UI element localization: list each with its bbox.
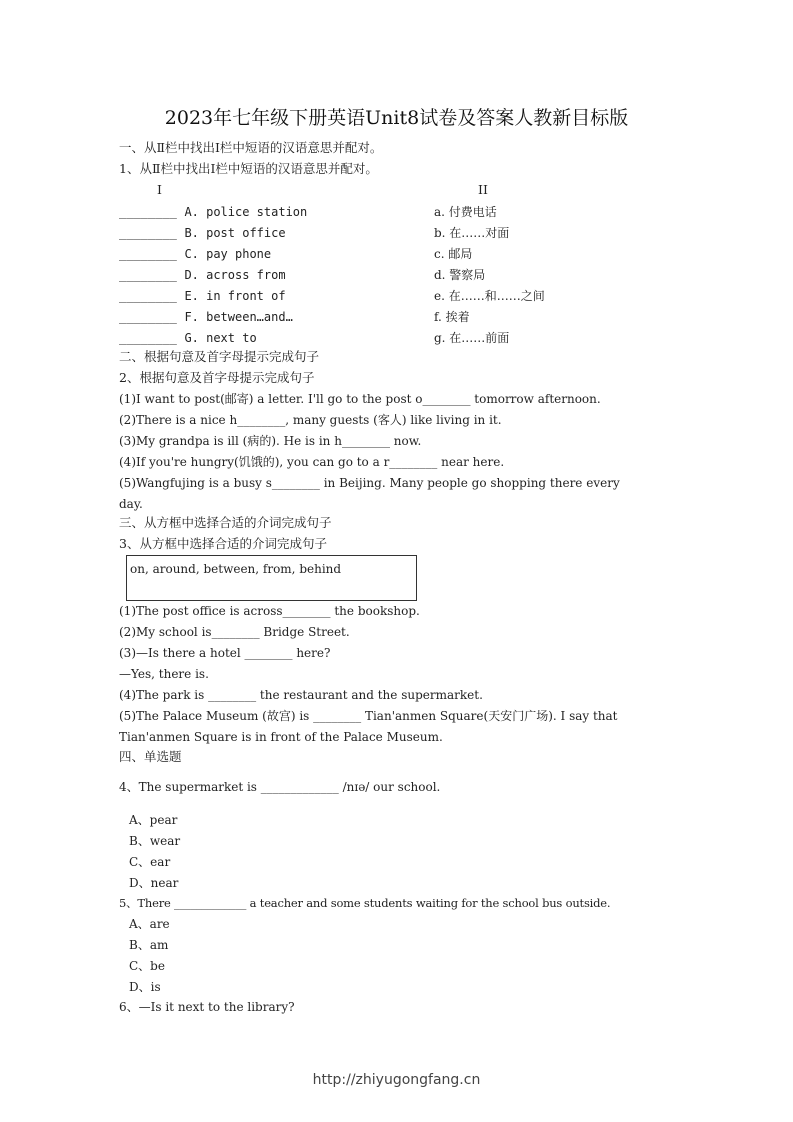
sentence-line: (5)The Palace Museum (故宫) is ________ Tian'anmen Square(天安门广场). I say that <box>119 709 618 723</box>
match-right: f. 挨着 <box>434 310 470 324</box>
sentence-line: (4)The park is ________ the restaurant and the supermarket. <box>119 688 483 702</box>
match-right: e. 在……和……之间 <box>434 289 545 303</box>
match-right: b. 在……对面 <box>434 226 510 240</box>
match-right: c. 邮局 <box>434 247 473 261</box>
option-a[interactable]: A、pear <box>129 813 178 827</box>
match-left: G. next to <box>184 331 257 345</box>
answer-blank[interactable]: ________ <box>119 226 177 240</box>
match-left: B. post office <box>184 226 286 240</box>
sentence-line: (1)The post office is across________ the bookshop. <box>119 604 420 618</box>
sentence-line: (4)If you're hungry(饥饿的), you can go to a r________ near here. <box>119 455 505 469</box>
option-c[interactable]: C、ear <box>129 855 171 869</box>
option-d[interactable]: D、near <box>129 876 179 890</box>
question-2: 2、根据句意及首字母提示完成句子 <box>119 370 315 385</box>
answer-blank[interactable]: ________ <box>119 331 177 345</box>
sentence-line: day. <box>119 497 143 511</box>
option-b[interactable]: B、am <box>129 938 169 952</box>
sentence-line: (2)There is a nice h________, many guests (客人) like living in it. <box>119 413 502 427</box>
answer-blank[interactable]: ________ <box>119 289 177 303</box>
question-1: 1、从Ⅱ栏中找出Ⅰ栏中短语的汉语意思并配对。 <box>119 161 378 176</box>
match-row <box>119 224 509 241</box>
match-left: E. in front of <box>184 289 286 303</box>
sentence-line: Tian'anmen Square is in front of the Palace Museum. <box>119 730 443 744</box>
sentence-line: (5)Wangfujing is a busy s________ in Beijing. Many people go shopping there every <box>119 476 620 490</box>
question-5: 5、There _____________ a teacher and some students waiting for the school bus outside. <box>119 896 611 910</box>
match-right: d. 警察局 <box>434 268 486 282</box>
match-row <box>119 308 470 325</box>
word-box-text: on, around, between, from, behind <box>130 562 342 576</box>
answer-blank[interactable]: ________ <box>119 268 177 282</box>
match-right: a. 付费电话 <box>434 205 497 219</box>
question-4: 4、The supermarket is _____________ /nɪə/ our school. <box>119 780 441 794</box>
option-c[interactable]: C、be <box>129 959 165 973</box>
match-left: D. across from <box>184 268 286 282</box>
answer-blank[interactable]: ________ <box>119 205 177 219</box>
sentence-line: (1)I want to post(邮寄) a letter. I'll go to the post o________ tomorrow afternoon. <box>119 392 601 406</box>
match-row <box>119 266 485 283</box>
answer-blank[interactable]: ________ <box>119 247 177 261</box>
question-6: 6、—Is it next to the library? <box>119 1000 295 1014</box>
sentence-line: (2)My school is________ Bridge Street. <box>119 625 350 639</box>
match-left: A. police station <box>184 205 308 219</box>
sentence-line: (3)—Is there a hotel ________ here? <box>119 646 331 660</box>
answer-blank[interactable]: ________ <box>119 310 177 324</box>
match-row <box>119 287 545 304</box>
column-1-heading: I <box>157 182 162 197</box>
option-a[interactable]: A、are <box>129 917 170 931</box>
match-row <box>119 245 472 262</box>
section-1-header: 一、从Ⅱ栏中找出Ⅰ栏中短语的汉语意思并配对。 <box>119 140 383 155</box>
page-title: 2023年七年级下册英语Unit8试卷及答案人教新目标版 <box>164 107 629 129</box>
sentence-line: —Yes, there is. <box>119 667 209 681</box>
option-d[interactable]: D、is <box>129 980 161 994</box>
question-3: 3、从方框中选择合适的介词完成句子 <box>119 536 327 551</box>
footer-url[interactable]: http://zhiyugongfang.cn <box>312 1072 481 1088</box>
section-2-header: 二、根据句意及首字母提示完成句子 <box>119 349 320 364</box>
word-box <box>126 555 417 601</box>
match-right: g. 在……前面 <box>434 331 510 345</box>
sentence-line: (3)My grandpa is ill (病的). He is in h________ now. <box>119 434 422 448</box>
match-left: F. between…and… <box>184 310 293 324</box>
match-row <box>119 329 509 346</box>
match-left: C. pay phone <box>184 247 272 261</box>
section-4-header: 四、单选题 <box>119 749 182 764</box>
option-b[interactable]: B、wear <box>129 834 181 848</box>
section-3-header: 三、从方框中选择合适的介词完成句子 <box>119 515 332 530</box>
column-2-heading: II <box>478 182 488 197</box>
match-row <box>119 203 497 220</box>
